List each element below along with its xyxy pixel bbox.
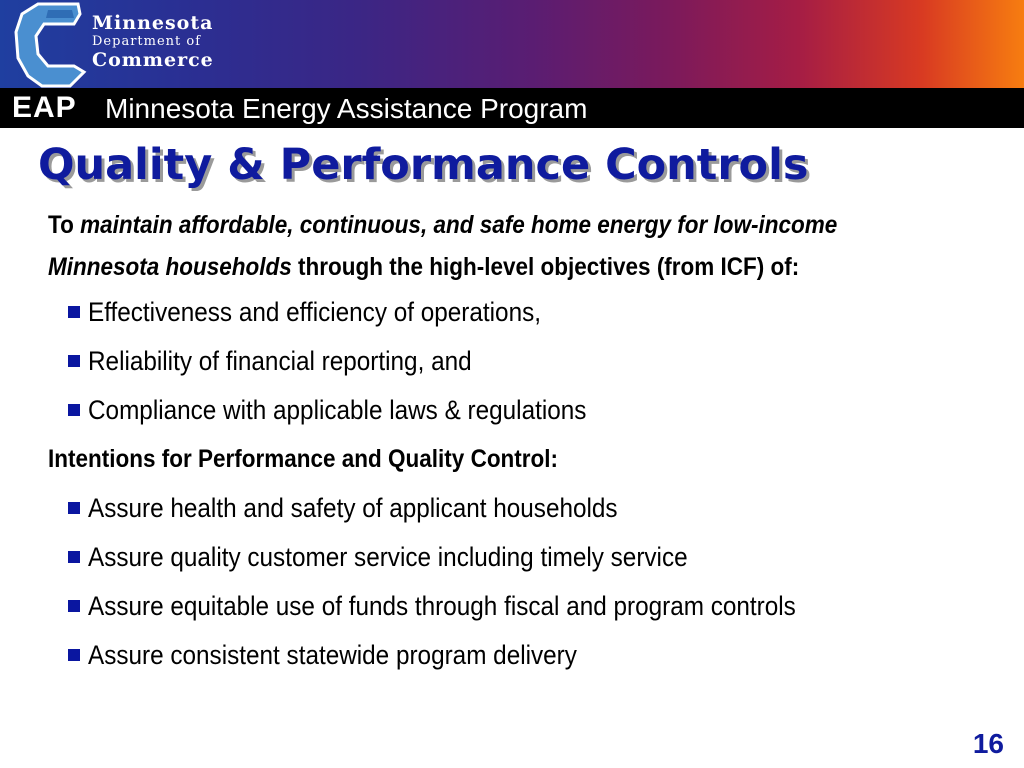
square-bullet-icon — [68, 600, 80, 612]
slide-body — [48, 204, 948, 680]
list-item: Effectiveness and efficiency of operations, — [48, 288, 948, 337]
program-name: Minnesota Energy Assistance Program — [105, 93, 588, 124]
square-bullet-icon — [68, 649, 80, 661]
list-item: Assure consistent statewide program delivery — [48, 631, 948, 680]
list-item: Assure health and safety of applicant households — [48, 484, 948, 533]
minnesota-c-logo-icon — [8, 0, 92, 88]
program-abbreviation: EAP — [12, 91, 77, 124]
list-item: Reliability of financial reporting, and — [48, 337, 948, 386]
square-bullet-icon — [68, 404, 80, 416]
list-item: Compliance with applicable laws & regulations — [48, 386, 948, 435]
intro-prefix: To — [48, 211, 81, 239]
square-bullet-icon — [68, 306, 80, 318]
square-bullet-icon — [68, 502, 80, 514]
page-number: 16 — [972, 728, 1004, 759]
intro-italic: maintain affordable, continuous, and safe home energy for low-income Minnesota households — [48, 211, 838, 281]
logo-line-department: Department of — [92, 34, 202, 49]
logo-line-minnesota: Minnesota — [92, 12, 214, 34]
intro-suffix: through the high-level objectives (from ICF) of: — [291, 253, 800, 281]
program-bar — [0, 88, 1024, 128]
intentions-list — [48, 484, 948, 680]
objectives-list — [48, 288, 948, 435]
logo-line-commerce: Commerce — [92, 49, 214, 71]
commerce-logo — [0, 0, 214, 88]
square-bullet-icon — [68, 355, 80, 367]
intro-paragraph — [48, 204, 939, 288]
intentions-heading: Intentions for Performance and Quality Control: — [48, 445, 559, 473]
list-item: Assure equitable use of funds through fiscal and program controls — [48, 582, 948, 631]
square-bullet-icon — [68, 551, 80, 563]
slide-title: Quality & Performance Controls — [38, 140, 809, 190]
list-item: Assure quality customer service including timely service — [48, 533, 948, 582]
